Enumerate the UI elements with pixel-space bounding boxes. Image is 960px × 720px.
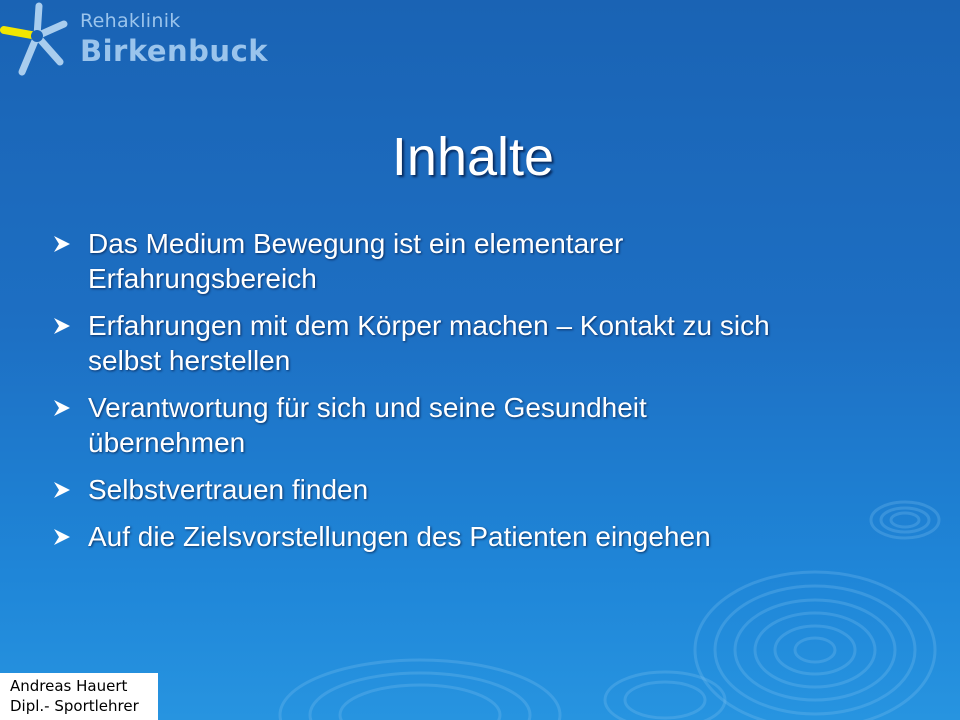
arrow-bullet-icon: [52, 398, 72, 418]
clinic-logo: [0, 0, 269, 80]
bullet-item: [52, 390, 912, 460]
bullet-item: [52, 308, 912, 378]
author-caption: [0, 673, 158, 720]
bullet-text: Auf die Zielsvorstellungen des Patienten eingehen: [88, 521, 711, 552]
bullet-text-continued: selbst herstellen: [88, 345, 291, 376]
bullet-item: [52, 519, 912, 554]
logo-text-line2: Birkenbuck: [80, 34, 269, 68]
bullet-text: Verantwortung für sich und seine Gesundheit: [88, 392, 647, 423]
bullet-item: [52, 472, 912, 507]
slide-title: Inhalte: [391, 127, 555, 187]
bullet-text: Das Medium Bewegung ist ein elementarer: [88, 228, 624, 259]
arrow-bullet-icon: [52, 480, 72, 500]
bullet-item: [52, 226, 912, 296]
logo-text-line1: Rehaklinik: [80, 10, 181, 32]
arrow-bullet-icon: [52, 316, 72, 336]
bullet-text: Selbstvertrauen finden: [88, 474, 369, 505]
bullet-text: Erfahrungen mit dem Körper machen – Kontakt zu sich: [88, 310, 770, 341]
author-role: Dipl.- Sportlehrer: [10, 697, 139, 715]
author-name: Andreas Hauert: [10, 677, 128, 695]
arrow-bullet-icon: [52, 527, 72, 547]
birkenbuck-logo-icon: [0, 0, 74, 78]
bullet-text-continued: übernehmen: [88, 427, 246, 458]
arrow-bullet-icon: [52, 234, 72, 254]
bullet-list: [52, 226, 912, 566]
bullet-text-continued: Erfahrungsbereich: [88, 263, 317, 294]
